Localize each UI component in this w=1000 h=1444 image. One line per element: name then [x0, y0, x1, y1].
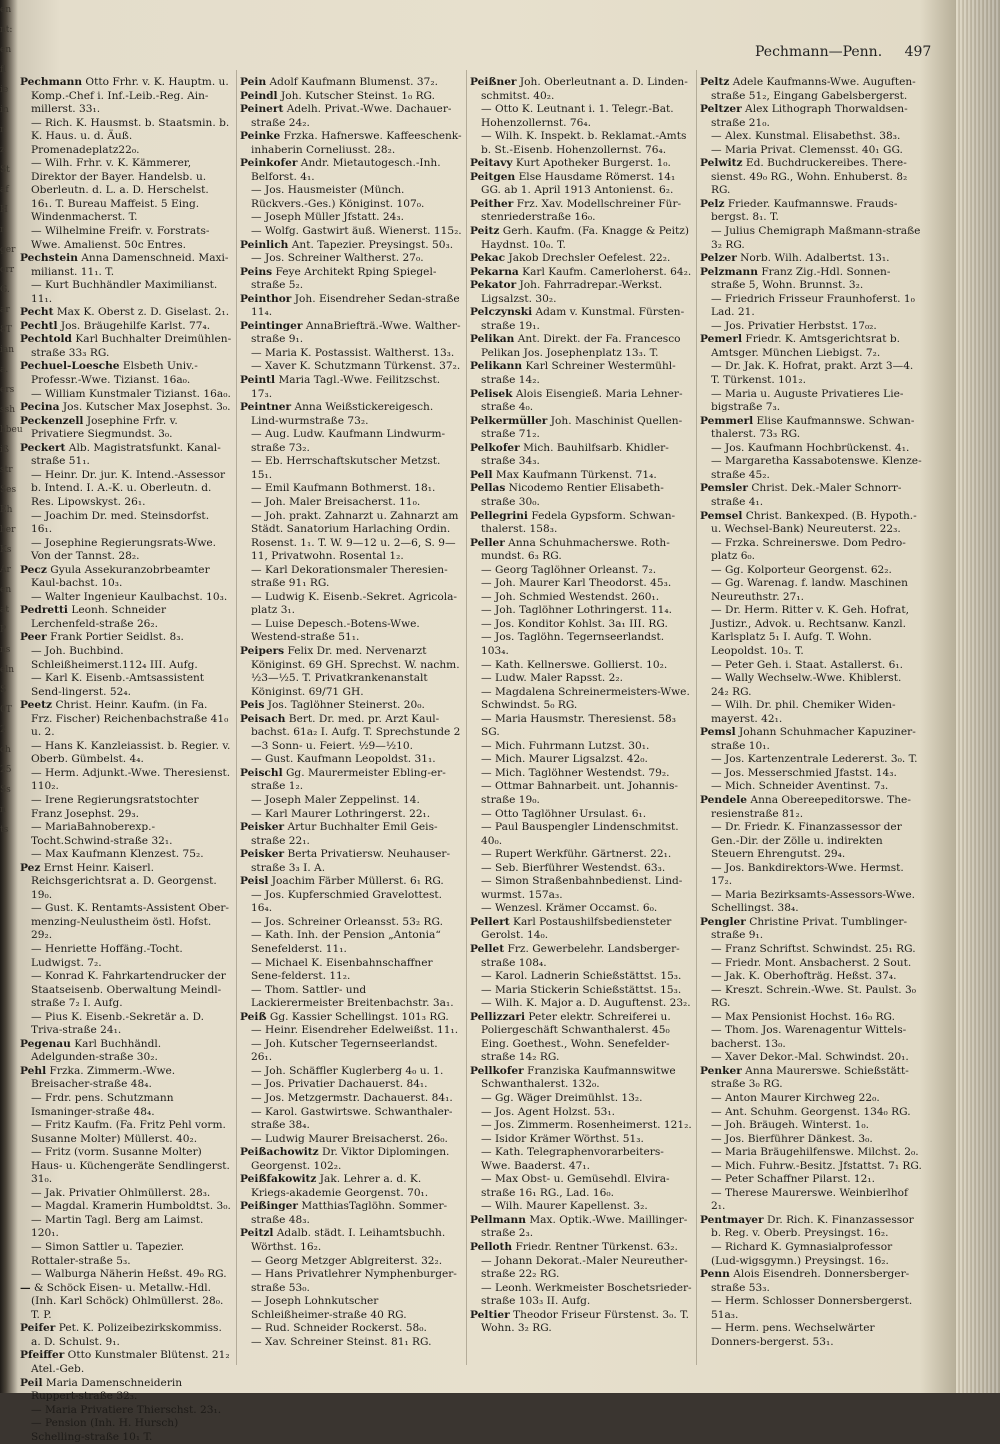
directory-sub-entry: — Emil Kaufmann Bothmerst. 18₁.: [251, 482, 436, 495]
directory-sub-entry: — Thom. Sattler- und Lackierermeister Breitenbachstr. 3a₁.: [251, 983, 454, 1010]
directory-column-4: [700, 76, 922, 1349]
running-head-title: Pechmann—Penn.: [755, 44, 883, 60]
directory-sub-entry: — Peter Geh. i. Staat. Astallerst. 6₁.: [711, 658, 903, 671]
directory-sub-entry: — Wilh. K. Major a. D. Auguftenst. 23₂.: [481, 997, 691, 1010]
directory-sub-entry: — Karol. Ladnerin Schießstättst. 15₃.: [481, 970, 682, 983]
directory-sub-entry: — Dr. Friedr. K. Finanzassessor der Gen.-Dir. der Zölle u. indirekten Steuern Ehrengutst. 29₄.: [711, 821, 902, 861]
directory-entry: Pelz Frieder. Kaufmannswe. Frauds-bergst. 8₁. T.: [700, 197, 898, 224]
gutter-fragment: en: [0, 5, 12, 15]
gutter-fragment: ers: [0, 385, 15, 395]
directory-entry: Peiß Gg. Kassier Schellingst. 101₃ RG.: [240, 1010, 449, 1023]
directory-sub-entry: — Leonh. Werkmeister Boschetsrieder-straße 103₃ II. Aufg.: [481, 1281, 692, 1308]
gutter-fragment: Ks: [0, 545, 12, 555]
directory-sub-entry: — Joh. Schmied Westendst. 260₁.: [481, 590, 660, 603]
directory-sub-entry: — Gg. Kolporteur Georgenst. 62₂.: [711, 563, 892, 576]
directory-entry: Peintinger AnnaBriefträ.-Wwe. Walther-straße 9₁.: [240, 319, 461, 346]
directory-entry: Peitzl Adalb. städt. I. Leihamtsbuchh. Wörthst. 16₂.: [240, 1227, 446, 1254]
directory-sub-entry: — Rud. Schneider Rockerst. 58₀.: [251, 1322, 427, 1335]
directory-column-3: [470, 76, 692, 1336]
directory-sub-entry: — Jos. Zimmerm. Rosenheimerst. 121₂.: [481, 1119, 692, 1132]
directory-entry: Pengler Christine Privat. Tumblinger-straße 9₁.: [700, 915, 908, 942]
directory-sub-entry: — Joh. Schäffler Kuglerberg 4₀ u. 1.: [251, 1064, 444, 1077]
directory-sub-entry: — Gust. K. Rentamts-Assistent Ober-menzing-Neulustheim östl. Hofst. 29₂.: [31, 902, 229, 942]
directory-sub-entry: — Xav. Schreiner Steinst. 81₁ RG.: [251, 1335, 432, 1348]
column-rule: [236, 70, 237, 1365]
gutter-fragment: ns: [0, 645, 11, 655]
gutter-fragment: r: [0, 125, 5, 135]
directory-entry: Pelloth Friedr. Rentner Türkenst. 63₂.: [470, 1241, 678, 1254]
gutter-fragment: z: [0, 145, 5, 155]
directory-sub-entry: — Therese Maurerswe. Weinbierlhof 2₁.: [711, 1186, 908, 1213]
directory-entry: Peipers Felix Dr. med. Nervenarzt Königinst. 69 GH. Sprechst. W. nachm. ½3—½5. T. Privatkrankenanstalt Königinst. 69/71 GH.: [240, 644, 460, 698]
directory-sub-entry: — Maria Bezirksamts-Assessors-Wwe. Schellingst. 38₄.: [711, 888, 915, 915]
gutter-fragment: St: [0, 165, 10, 175]
gutter-fragment: a.: [0, 365, 9, 375]
directory-entry: Pelkermüller Joh. Maschinist Quellen-straße 71₂.: [470, 414, 683, 441]
directory-sub-entry: — Dr. Herm. Ritter v. K. Geh. Hofrat, Justizr., Advok. u. Rechtsanw. Kanzl. Karlsplatz 5₁ I. Aufg. T. Wohn. Leopoldst. 10₃. T.: [711, 604, 909, 657]
directory-entry: Peinthor Joh. Eisendreher Sedan-straße 11₄.: [240, 292, 460, 319]
directory-entry: Pecht Max K. Oberst z. D. Giselast. 2₁.: [20, 306, 230, 319]
gutter-fragment: str: [0, 465, 13, 475]
directory-sub-entry: — Max Obst- u. Gemüsehdl. Elvira-straße 16₁ RG., Lad. 16₀.: [481, 1173, 670, 1199]
directory-entry: Pelisek Alois Eisengieß. Maria Lehner-straße 4₀.: [470, 387, 683, 414]
gutter-fragment: en: [0, 45, 12, 55]
directory-sub-entry: — Otto K. Leutnant i. 1. Telegr.-Bat. Hohenzollernst. 76₄.: [481, 103, 674, 129]
directory-sub-entry: — Magdalena Schreinermeisters-Wwe. Schwindst. 5₀ RG.: [481, 685, 690, 712]
directory-sub-entry: — Johann Dekorat.-Maler Neureuther-straße 22₂ RG.: [481, 1254, 688, 1281]
directory-sub-entry: — Jos. Agent Holzst. 53₁.: [481, 1105, 616, 1118]
directory-entry: Pedretti Leonh. Schneider Lerchenfeld-straße 26₂.: [20, 604, 167, 630]
directory-sub-entry: — Georg Metzger Ablgreiterst. 32₂.: [251, 1254, 443, 1267]
directory-entry: Pellas Nicodemo Rentier Elisabeth-straße 30₀.: [470, 482, 664, 508]
gutter-fragment: ar: [0, 305, 10, 315]
directory-sub-entry: — Jos. Konditor Kohlst. 3a₁ III. RG.: [481, 617, 668, 630]
directory-sub-entry: — Jos. Schreiner Waltherst. 27₀.: [251, 252, 424, 265]
directory-sub-entry: — Jos. Messerschmied Jfastst. 14₃.: [711, 766, 897, 779]
directory-sub-entry: — Rupert Werkführ. Gärtnerst. 22₁.: [481, 848, 672, 861]
directory-entry: Pellert Karl Postaushilfsbediensteter Gerolst. 14₀.: [470, 915, 672, 942]
directory-sub-entry: — William Kunstmaler Tizianst. 16a₀.: [31, 387, 231, 400]
directory-sub-entry: — Jak. Privatier Ohlmüllerst. 28₃.: [31, 1186, 211, 1199]
directory-entry: Peintl Maria Tagl.-Wwe. Feilitzschst. 17₃.: [240, 374, 441, 400]
directory-entry: Pecz Gyula Assekuranzobrbeamter Kaul-bachst. 10₃.: [20, 563, 210, 590]
directory-sub-entry: — Maria Privat. Clemensst. 40₁ GG.: [711, 143, 903, 156]
book-page-edges: [956, 0, 1000, 1393]
directory-sub-entry: — Walter Ingenieur Kaulbachst. 10₃.: [31, 590, 228, 603]
gutter-fragment: Ses: [0, 485, 17, 495]
directory-sub-entry: — Henriette Hoffäng.-Tocht. Ludwigst. 7₂.: [31, 943, 183, 969]
directory-sub-entry: — Jos. Schreiner Orleansst. 53₂ RG.: [251, 915, 443, 928]
gutter-fragment: nt:: [0, 25, 13, 35]
directory-sub-entry: — Otto Taglöhner Ursulast. 6₁.: [481, 807, 647, 820]
gutter-fragment: ian: [0, 345, 15, 355]
directory-sub-entry: — Joh. Maler Breisacherst. 11₀.: [251, 495, 421, 508]
directory-sub-entry: — Joh. Kutscher Tegernseerlandst. 26₁.: [251, 1037, 438, 1064]
directory-sub-entry: — Michael K. Eisenbahnschaffner Sene-felderst. 11₂.: [251, 956, 433, 983]
directory-sub-entry: — Heinr. Eisendreher Edelweißst. 11₁.: [251, 1024, 459, 1037]
directory-sub-entry: — Max Pensionist Hochst. 16₀ RG.: [711, 1010, 896, 1023]
directory-entry: Pelzer Norb. Wilh. Adalbertst. 13₁.: [700, 252, 890, 265]
directory-sub-entry: — Luise Depesch.-Botens-Wwe. Westend-straße 51₁.: [251, 617, 420, 644]
directory-sub-entry: — Wilhelmine Freifr. v. Forstrats-Wwe. Amalienst. 50c Entres.: [31, 225, 210, 251]
directory-entry: Peckenzell Josephine Frfr. v. Privatiere Siegmundst. 3₀.: [20, 414, 178, 441]
gutter-fragment: hbeu: [0, 425, 23, 435]
directory-sub-entry: — Jos. Hausmeister (Münch. Rückvers.-Ges.) Königinst. 107₀.: [251, 184, 425, 210]
directory-sub-entry: — Maria K. Postassist. Waltherst. 13₃.: [251, 346, 455, 359]
directory-sub-entry: — Friedr. Mont. Ansbacherst. 2 Sout.: [711, 956, 912, 969]
directory-sub-entry: — Rich. K. Hausmst. b. Staatsmin. b. K. Haus. u. d. Äuß. Promenadeplatz22₀.: [31, 116, 230, 156]
directory-entry: Peinke Frzka. Hafnerswe. Kaffeeschenk-inhaberin Corneliusst. 28₂.: [240, 130, 462, 156]
directory-entry: Pechmann Otto Frhr. v. K. Hauptm. u. Komp.-Chef i. Inf.-Leib.-Reg. Ain-millerst. 33₁.: [20, 76, 229, 116]
directory-entry: Pelczynski Adam v. Kunstmal. Fürsten-straße 19₁.: [470, 306, 685, 332]
directory-sub-entry: — Frzka. Schreinerswe. Dom Pedro-platz 6₀.: [711, 536, 906, 563]
directory-entry: Peer Frank Portier Seidlst. 8₃.: [20, 631, 184, 644]
gutter-fragment: iß: [0, 445, 9, 455]
directory-entry: Peintner Anna Weißstickereigesch. Lind-wurmstraße 73₂.: [240, 401, 434, 427]
directory-entry: Pez Ernst Heinr. Kaiserl. Reichsgerichtsrat a. D. Georgenst. 19₀.: [20, 861, 217, 901]
directory-sub-entry: — Mich. Maurer Ligsalzst. 42₀.: [481, 753, 648, 766]
directory-entry: Penn Alois Eisendreh. Donnersberger-straße 53₃.: [700, 1268, 910, 1294]
directory-sub-entry: — Joh. Taglöhner Lothringerst. 11₄.: [481, 604, 673, 617]
directory-entry: Pelikan Ant. Direkt. der Fa. Francesco Pelikan Jos. Josephenplatz 13₃. T.: [470, 333, 681, 359]
directory-sub-entry: — Ludw. Maler Rapsst. 2₂.: [481, 672, 623, 685]
directory-entry: Pemsler Christ. Dek.-Maler Schnorr-straße 4₁.: [700, 482, 902, 508]
directory-sub-entry: — Mich. Taglöhner Westendst. 79₂.: [481, 766, 670, 779]
directory-sub-entry: — Richard K. Gymnasialprofessor (Lud-wigsgymn.) Preysingst. 16₂.: [711, 1241, 893, 1267]
gutter-fragment: r: [0, 225, 5, 235]
directory-column-1: [20, 76, 232, 1444]
directory-entry: Peinert Adelh. Privat.-Wwe. Dachauer-straße 24₂.: [240, 103, 452, 129]
directory-sub-entry: — Herm. Schlosser Donnersbergerst. 51a₃.: [711, 1295, 913, 1321]
gutter-fragment: 25: [0, 765, 12, 775]
directory-sub-entry: — Ottmar Bahnarbeit. unt. Johannis-straße 19₀.: [481, 780, 678, 806]
directory-sub-entry: — Jos. Kupferschmied Gravelottest. 16₄.: [251, 888, 443, 915]
directory-entry: Peisker Artur Buchhalter Emil Geis-straße 22₁.: [240, 821, 438, 847]
directory-entry: Peißinger MatthiasTaglöhn. Sommer-straße 48₃.: [240, 1200, 448, 1226]
directory-sub-entry: — Jos. Bankdirektors-Wwe. Hermst. 17₂.: [711, 861, 904, 888]
directory-sub-entry: — Kath. Inh. der Pension „Antonia“ Senefelderst. 11₁.: [251, 929, 441, 955]
directory-sub-entry: — Ludwig Maurer Breisacherst. 26₀.: [251, 1132, 448, 1145]
directory-sub-entry: — Joh. Buchbind. Schleißheimerst.112₄ III. Aufg.: [31, 644, 198, 671]
directory-entry: Pelzmann Franz Zig.-Hdl. Sonnen-straße 5, Wohn. Brunnst. 3₂.: [700, 265, 891, 292]
directory-entry: Pekarna Karl Kaufm. Camerloherst. 64₂.: [470, 265, 692, 278]
directory-entry: Pelwitz Ed. Buchdruckereibes. There-sienst. 49₀ RG., Wohn. Enhuberst. 8₂ RG.: [700, 157, 908, 197]
directory-sub-entry: — Franz Schriftst. Schwindst. 25₁ RG.: [711, 943, 916, 955]
directory-sub-entry: — Xaver Dekor.-Mal. Schwindst. 20₁.: [711, 1051, 909, 1064]
directory-sub-entry: — Maria Bräugehilfenswe. Milchst. 2₀.: [711, 1146, 919, 1159]
directory-sub-entry: — Wilh. Frhr. v. K. Kämmerer, Direktor der Bayer. Handelsb. u. Oberleutn. d. L. a. D. Herschelst. 16₁. T. Bureau Maffeist. 5 Eing. Windenmacherst. T.: [31, 157, 209, 224]
directory-sub-entry: — Jak. K. Oberhofträg. Heßst. 37₄.: [711, 970, 897, 983]
directory-entry: Pellet Frz. Gewerbelehr. Landsberger-straße 108₄.: [470, 943, 680, 969]
directory-sub-entry: — Herm. pens. Wechselwärter Donners-bergerst. 53₁.: [711, 1322, 875, 1348]
gutter-fragment: ssh: [0, 405, 16, 415]
directory-entry: Pechuel-Loesche Elsbeth Univ.-Professr.-Wwe. Tizianst. 16a₀.: [20, 360, 198, 387]
gutter-fragment: n: [0, 805, 6, 815]
directory-entry: Peller Anna Schuhmacherswe. Roth-mundst. 6₃ RG.: [470, 536, 670, 563]
directory-entry: Pemsl Johann Schuhmacher Kapuziner-straße 10₁.: [700, 726, 916, 752]
directory-sub-entry: — Xaver K. Schutzmann Türkenst. 37₂.: [251, 360, 461, 373]
directory-sub-entry: — Frdr. pens. Schutzmann Ismaninger-straße 48₄.: [31, 1092, 174, 1118]
directory-sub-entry: — Jos. Privatier Herbstst. 17₀₂.: [711, 319, 877, 332]
directory-entry: Pehl Frzka. Zimmerm.-Wwe. Breisacher-straße 48₄.: [20, 1064, 176, 1091]
directory-sub-entry: — Herm. Adjunkt.-Wwe. Theresienst. 110₂.: [31, 766, 231, 793]
directory-sub-entry: — Wilh. Maurer Kapellenst. 3₂.: [481, 1200, 648, 1213]
directory-sub-entry: — Karl K. Eisenb.-Amtsassistent Send-lingerst. 52₄.: [31, 672, 205, 698]
directory-entry: Pechtl Jos. Bräugehilfe Karlst. 77₄.: [20, 319, 211, 332]
directory-entry: Pecina Jos. Kutscher Max Josephst. 3₀.: [20, 401, 231, 414]
directory-sub-entry: — Julius Chemigraph Maßmann-straße 3₂ RG.: [711, 225, 921, 251]
directory-sub-entry: — Alex. Kunstmal. Elisabethst. 38₃.: [711, 130, 901, 143]
directory-sub-entry: — Jos. Bierführer Dänkest. 3₀.: [711, 1132, 873, 1145]
directory-entry: Pechtold Karl Buchhalter Dreimühlen-straße 33₃ RG.: [20, 333, 232, 359]
directory-entry: Pelikann Karl Schreiner Westermühl-straße 14₂.: [470, 360, 676, 387]
directory-sub-entry: — Wolfg. Gastwirt äuß. Wienerst. 115₂.: [251, 225, 462, 238]
directory-sub-entry: — Joseph Maler Zeppelinst. 14.: [251, 793, 420, 806]
directory-sub-entry: — Pension (Inh. H. Hursch) Schelling-straße 10₁ T.: [31, 1417, 179, 1443]
directory-sub-entry: — Joh. Maurer Karl Theodorst. 45₃.: [481, 577, 672, 590]
directory-entry: Pentmayer Dr. Rich. K. Finanzassessor b. Reg. v. Oberb. Preysingst. 16₂.: [700, 1213, 914, 1240]
directory-sub-entry: — Magdal. Kramerin Humboldtst. 3₀.: [31, 1200, 231, 1213]
directory-sub-entry: — Maria Privatiere Thierschst. 23₁.: [31, 1403, 222, 1416]
directory-sub-entry: — Simon Sattler u. Tapezier. Rottaler-straße 5₃.: [31, 1241, 185, 1267]
directory-entry: Penker Anna Maurerswe. Schießstätt-straße 3₀ RG.: [700, 1064, 909, 1091]
directory-sub-entry: — Fritz Kaufm. (Fa. Fritz Pehl vorm. Susanne Molter) Müllerst. 40₂.: [31, 1119, 226, 1145]
gutter-fragment: ch: [0, 745, 11, 755]
directory-entry: Pein Adolf Kaufmann Blumenst. 37₂.: [240, 76, 439, 88]
directory-entry: Peltz Adele Kaufmanns-Wwe. Auguften-straße 51₂, Eingang Gabelsbergerst.: [700, 76, 916, 102]
gutter-fragment: G.: [0, 285, 10, 295]
directory-entry: Pendele Anna Obereepeditorswe. The-resienstraße 81₂.: [700, 793, 911, 820]
directory-sub-entry: — Joh. Bräugeh. Winterst. 1₀.: [711, 1119, 870, 1132]
directory-sub-entry: — Fritz (vorm. Susanne Molter) Haus- u. Küchengeräte Sendlingerst. 31₀.: [31, 1146, 230, 1186]
directory-sub-entry: — Eb. Herrschaftskutscher Metzst. 15₁.: [251, 455, 441, 481]
directory-sub-entry: — Jos. Kaufmann Hochbrückenst. 4₁.: [711, 441, 910, 454]
directory-sub-entry: — Pius K. Eisenb.-Sekretär a. D. Triva-straße 24₁.: [31, 1010, 204, 1037]
gutter-fragment: af: [0, 185, 9, 195]
directory-sub-entry: — Maria Stickerin Schießstättst. 15₃.: [481, 983, 682, 996]
gutter-fragment: ber: [0, 525, 16, 535]
directory-sub-entry: — Wally Wechselw.-Wwe. Khiblerst. 24₂ RG.: [711, 672, 902, 698]
directory-sub-entry: — Mich. Schneider Aventinst. 7₃.: [711, 780, 889, 793]
directory-sub-entry: — Gust. Kaufmann Leopoldst. 31₁.: [251, 753, 436, 766]
gutter-fragment: ts: [0, 825, 9, 835]
directory-sub-entry: — Jos. Kartenzentrale Ledererst. 3₀. T.: [711, 753, 918, 766]
directory-entry: Peetz Christ. Heinr. Kaufm. (in Fa. Frz. Fischer) Reichenbachstraße 41₀ u. 2.: [20, 699, 229, 739]
directory-entry: Peindl Joh. Kutscher Steinst. 1₀ RG.: [240, 89, 436, 102]
directory-sub-entry: — Hans Privatlehrer Nymphenburger-straße 53₀.: [251, 1268, 457, 1294]
directory-entry: Peitz Gerh. Kaufm. (Fa. Knagge & Peitz) Haydnst. 10₀. T.: [470, 225, 689, 251]
directory-sub-entry: — Maria u. Auguste Privatieres Lie-bigstraße 7₃.: [711, 387, 904, 414]
directory-sub-entry: — Jos. Taglöhn. Tegernseerlandst. 103₄.: [481, 631, 665, 657]
directory-sub-entry: — Anton Maurer Kirchweg 22₀.: [711, 1092, 880, 1105]
gutter-fragment: orr: [0, 265, 15, 275]
directory-entry: Peis Jos. Taglöhner Steinerst. 20₀.: [240, 699, 425, 712]
directory-sub-entry: — Irene Regierungsratstochter Franz Josephst. 29₃.: [31, 793, 199, 820]
directory-entry: Pellegrini Fedela Gypsform. Schwan-thalerst. 158₃.: [470, 509, 676, 536]
directory-sub-entry: — Karol. Gastwirtswe. Schwanthaler-straße 38₄.: [251, 1105, 453, 1132]
directory-sub-entry: — Wenzesl. Krämer Occamst. 6₀.: [481, 902, 658, 915]
directory-sub-entry: — Kurt Buchhändler Maximilianst. 11₁.: [31, 279, 218, 305]
directory-sub-entry: — Max Kaufmann Klenzest. 75₂.: [31, 848, 204, 861]
directory-column-2: [240, 76, 462, 1349]
directory-sub-entry: — Wilh. K. Inspekt. b. Reklamat.-Amts b. St.-Eisenb. Hohenzollernst. 76₄.: [481, 130, 687, 156]
directory-sub-entry: — MariaBahnoberexp.-Tocht.Schwind-straße 32₁.: [31, 821, 173, 847]
gutter-fragment: at: [0, 605, 9, 615]
directory-entry: Pfeiffer Otto Kunstmaler Blütenst. 21₂ Atel.-Geb.: [20, 1349, 230, 1375]
gutter-fragment: in: [0, 105, 9, 115]
gutter-fragment: P: [0, 625, 7, 635]
directory-sub-entry: — Heinr. Dr. jur. K. Intend.-Assessor b. Intend. I. A.-K. u. Oberleutn. d. Res. Lipowskyst. 26₁.: [31, 468, 226, 508]
directory-sub-entry: — Joh. prakt. Zahnarzt u. Zahnarzt am Städt. Sanatorium Harlaching Ordin. Rosenst. 1₁. T. W. 9—12 u. 2—6, S. 9—11, Privatwohn. Rosental 1₂.: [251, 509, 459, 563]
directory-entry: Peinlich Ant. Tapezier. Preysingst. 50₃.: [240, 238, 454, 251]
directory-entry: Peißfakowitz Jak. Lehrer a. d. K. Kriegs-akademie Georgenst. 70₁.: [240, 1173, 429, 1199]
directory-entry: Pemmerl Elise Kaufmannswe. Schwan-thalerst. 73₃ RG.: [700, 414, 915, 441]
directory-sub-entry: — Paul Bauspengler Lindenschmitst. 40₀.: [481, 821, 679, 847]
directory-entry: Peither Frz. Xav. Modellschreiner Für-stenriederstraße 16₀.: [470, 197, 682, 224]
gutter-fragment: H: [0, 205, 8, 215]
directory-entry: Pemerl Friedr. K. Amtsgerichtsrat b. Amtsger. München Liebigst. 7₂.: [700, 333, 900, 359]
directory-sub-entry: — Gg. Wäger Dreimühlst. 13₂.: [481, 1092, 643, 1105]
directory-sub-entry: — Thom. Jos. Warenagentur Wittels-bacherst. 13₀.: [711, 1024, 907, 1050]
directory-sub-entry: — Seb. Bierführer Westendst. 63₃.: [481, 861, 666, 874]
directory-sub-entry: — Jos. Privatier Dachauerst. 84₁.: [251, 1078, 428, 1091]
directory-sub-entry: — Joseph Müller Jfstatt. 24₃.: [251, 211, 404, 224]
directory-entry: Pemsel Christ. Bankexped. (B. Hypoth.- u. Wechsel-Bank) Neureuterst. 22₃.: [700, 509, 917, 536]
directory-sub-entry: — Mich. Fuhrw.-Besitz. Jfstattst. 7₁ RG.: [711, 1159, 922, 1172]
directory-entry: Peitgen Else Hausdame Römerst. 14₁ GG. ab 1. April 1913 Antonienst. 6₂.: [470, 170, 676, 197]
directory-entry: Pekac Jakob Drechsler Oefelest. 22₂.: [470, 252, 671, 265]
directory-sub-entry: — Karl Dekorationsmaler Theresien-straße 91₁ RG.: [251, 563, 448, 590]
directory-sub-entry: — Ludwig K. Eisenb.-Sekret. Agricola-platz 3₁.: [251, 590, 457, 617]
column-rule: [696, 70, 697, 1365]
directory-sub-entry: — Ant. Schuhm. Georgenst. 134₀ RG.: [711, 1105, 911, 1118]
page-number: 497: [904, 44, 932, 60]
directory-entry: Pechstein Anna Damenschneid. Maxi-milianst. 11₁. T.: [20, 252, 229, 278]
directory-sub-entry: — Jos. Metzgermstr. Dachauerst. 84₁.: [251, 1092, 453, 1105]
directory-sub-entry: — Kath. Kellnerswe. Gollierst. 10₂.: [481, 658, 668, 671]
gutter-fragment: S: [0, 685, 7, 695]
directory-entry: Peil Maria Damenschneiderin Ruppert-straße 32₃.: [20, 1376, 183, 1403]
facing-page-gutter: [0, 0, 23, 1393]
column-rule: [466, 70, 467, 1365]
gutter-fragment: Ss: [0, 785, 11, 795]
gutter-fragment: Eh: [0, 505, 13, 515]
directory-entry: Pell Max Kaufmann Türkenst. 71₄.: [470, 468, 657, 481]
directory-entry: Peifer Pet. K. Polizeibezirkskommiss. a. D. Schulst. 9₁.: [20, 1322, 222, 1348]
directory-entry: Pellkofer Franziska Kaufmannswitwe Schwanthalerst. 132₀.: [470, 1064, 676, 1091]
gutter-fragment: ger: [0, 245, 16, 255]
directory-sub-entry: — Josephine Regierungsrats-Wwe. Von der Tannst. 28₂.: [31, 536, 217, 563]
gutter-fragment: Ar: [0, 565, 11, 575]
directory-sub-entry: — Margaretha Kassabotenswe. Klenze-straße 45₂.: [711, 455, 922, 481]
directory-entry: Pekator Joh. Fahrradrepar.-Werkst. Ligsalzst. 30₂.: [470, 279, 663, 305]
directory-entry: Peisach Bert. Dr. med. pr. Arzt Kaul-bachst. 61a₂ I. Aufg. T. Sprechstunde 2—3 Sonn- u. Feiert. ½9—½10.: [240, 712, 461, 752]
directory-entry: Peinkofer Andr. Mietautogesch.-Inh. Belforst. 4₁.: [240, 157, 441, 183]
directory-sub-entry: — Walburga Näherin Heßst. 49₀ RG.: [31, 1268, 227, 1281]
directory-sub-entry: — Karl Maurer Lothringerst. 22₁.: [251, 807, 431, 820]
directory-sub-entry: — Joseph Lohnkutscher Schleißheimer-straße 40 RG.: [251, 1295, 407, 1321]
directory-sub-entry: — Georg Taglöhner Orleanst. 7₂.: [481, 563, 657, 576]
directory-sub-entry: — Dr. Jak. K. Hofrat, prakt. Arzt 3—4. T. Türkenst. 101₂.: [711, 360, 914, 387]
directory-entry: Peltzer Alex Lithograph Thorwaldsen-straße 21₀.: [700, 103, 908, 129]
directory-entry: Peisker Berta Privatiersw. Neuhauser-straße 3₃ I. A.: [240, 848, 451, 874]
directory-entry: — & Schöck Eisen- u. Metallw.-Hdl. (Inh. Karl Schöck) Ohlmüllerst. 28₀. T. P.: [20, 1281, 224, 1321]
directory-entry: Peitavy Kurt Apotheker Burgerst. 1₀.: [470, 157, 671, 170]
directory-sub-entry: — Peter Schaffner Pilarst. 12₁.: [711, 1173, 876, 1186]
directory-sub-entry: — Gg. Warenag. f. landw. Maschinen Neureuthstr. 27₁.: [711, 577, 909, 603]
gutter-fragment: en: [0, 585, 12, 595]
directory-sub-entry: — Martin Tagl. Berg am Laimst. 120₁.: [31, 1213, 204, 1240]
gutter-fragment: eln: [0, 665, 15, 675]
directory-entry: Peißner Joh. Oberleutnant a. D. Linden-schmitst. 40₂.: [470, 76, 688, 102]
directory-entry: Pellmann Max. Optik.-Wwe. Maillinger-straße 2₃.: [470, 1213, 688, 1240]
directory-entry: Peckert Alb. Magistratsfunkt. Kanal-straße 51₁.: [20, 441, 221, 468]
gutter-fragment: 8T: [0, 325, 12, 335]
directory-sub-entry: — Isidor Krämer Wörthst. 51₃.: [481, 1132, 644, 1145]
directory-entry: Peischl Gg. Maurermeister Ebling-er-straße 1₂.: [240, 766, 446, 793]
directory-entry: Pelkofer Mich. Bauhilfsarb. Khidler-straße 34₃.: [470, 441, 669, 468]
directory-sub-entry: — Aug. Ludw. Kaufmann Lindwurm-straße 73₂.: [251, 428, 446, 454]
directory-sub-entry: — Wilh. Dr. phil. Chemiker Widen-mayerst. 42₁.: [711, 699, 896, 725]
directory-entry: Pellizzari Peter elektr. Schreiferei u. Poliergeschäft Schwanthalerst. 45₀ Eing. Goethest., Wohn. Senefelder-straße 14₂ RG.: [470, 1010, 671, 1064]
running-header: [755, 44, 932, 60]
directory-entry: Peisl Joachim Färber Müllerst. 6₁ RG.: [240, 875, 444, 888]
directory-sub-entry: — Joachim Dr. med. Steinsdorfst. 16₁.: [31, 509, 210, 536]
directory-entry: Pegenau Karl Buchhändl. Adelgunden-straße 30₂.: [20, 1037, 162, 1064]
directory-entry: Peins Feye Architekt Rping Spiegel-straße 5₂.: [240, 265, 437, 292]
directory-sub-entry: — Kath. Telegraphenvorarbeiters-Wwe. Baaderst. 47₁.: [481, 1146, 664, 1172]
directory-sub-entry: — Konrad K. Fahrkartendrucker der Staatseisenb. Oberwaltung Meindl-straße 7₂ I. Aufg.: [31, 970, 226, 1010]
directory-sub-entry: — Simon Straßenbahnbedienst. Lind-wurmst. 157a₃.: [481, 875, 683, 901]
directory-entry: Peltier Theodor Friseur Fürstenst. 3₀. T. Wohn. 3₂ RG.: [470, 1308, 689, 1335]
gutter-fragment: 0T: [0, 705, 12, 715]
gutter-fragment: ie: [0, 85, 9, 95]
directory-sub-entry: — Kreszt. Schrein.-Wwe. St. Paulst. 3₀ RG.: [711, 983, 916, 1010]
directory-entry: Peißachowitz Dr. Viktor Diplomingen. Georgenst. 102₂.: [240, 1146, 450, 1172]
gutter-fragment: fl: [0, 65, 7, 75]
directory-sub-entry: — Hans K. Kanzleiassist. b. Regier. v. Oberb. Gümbelst. 4₄.: [31, 739, 231, 766]
gutter-fragment: 2: [0, 725, 6, 735]
directory-sub-entry: — Mich. Fuhrmann Lutzst. 30₁.: [481, 739, 650, 752]
directory-sub-entry: — Friedrich Frisseur Fraunhoferst. 1₀ Lad. 21.: [711, 292, 915, 319]
directory-sub-entry: — Maria Hausmstr. Theresienst. 58₃ SG.: [481, 712, 677, 739]
